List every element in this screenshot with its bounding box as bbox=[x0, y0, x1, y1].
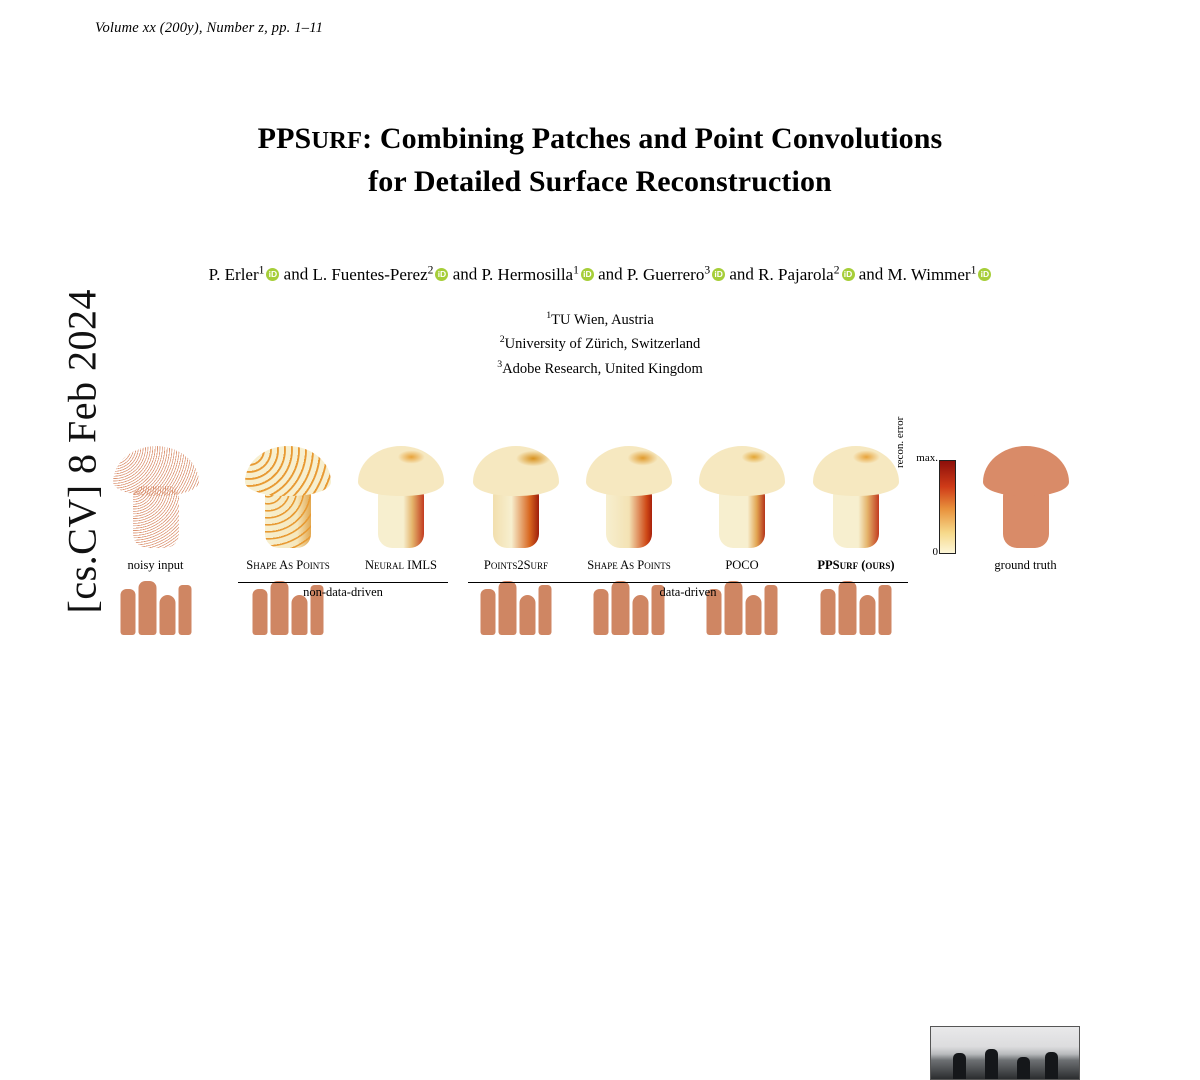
affiliation-item bbox=[0, 330, 1200, 354]
render-ground-truth bbox=[968, 440, 1083, 558]
orcid-icon[interactable] bbox=[978, 268, 991, 281]
author-entry bbox=[627, 265, 725, 284]
render-neural-imls bbox=[345, 440, 457, 558]
mushroom-shape bbox=[473, 446, 559, 548]
colorbar-min-label: 0 bbox=[932, 546, 938, 558]
figure-column-neural-imls bbox=[345, 440, 457, 573]
orcid-icon[interactable] bbox=[842, 268, 855, 281]
photo-object bbox=[953, 1053, 966, 1079]
author-affiliation-marker: 2 bbox=[427, 263, 434, 276]
vase-shape bbox=[120, 589, 135, 635]
orcid-icon[interactable] bbox=[266, 268, 279, 281]
title-line-1-rest: : Combining Patches and Point Convolutions bbox=[362, 122, 943, 155]
author-conjunction: and bbox=[598, 264, 623, 284]
title-line-2: for Detailed Surface Reconstruction bbox=[368, 165, 832, 198]
author-entry bbox=[312, 265, 448, 284]
vase-shape bbox=[860, 595, 876, 635]
photo-object bbox=[985, 1049, 998, 1079]
vase-shape bbox=[159, 595, 175, 635]
group-rule-data-driven bbox=[468, 582, 908, 583]
vase-shape bbox=[178, 585, 191, 635]
journal-volume-line: Volume xx (200y), Number z, pp. 1–11 bbox=[95, 20, 324, 36]
figure-caption: Neural IMLS bbox=[364, 558, 437, 572]
mushroom-cap bbox=[586, 446, 672, 496]
orcid-icon[interactable] bbox=[581, 268, 594, 281]
title-ppsurf-pp: PPS bbox=[257, 122, 312, 155]
mushroom-shape bbox=[245, 446, 331, 548]
author-name: R. Pajarola bbox=[758, 264, 834, 284]
author-name: P. Guerrero bbox=[626, 264, 705, 284]
author-name: P. Erler bbox=[208, 264, 259, 284]
figure-column-poco bbox=[686, 440, 798, 635]
photo-object bbox=[1017, 1057, 1030, 1079]
error-colorbar bbox=[894, 416, 962, 564]
photo-object bbox=[1045, 1052, 1058, 1079]
group-label-data-driven: data-driven bbox=[659, 585, 717, 599]
vase-shape bbox=[138, 581, 156, 635]
author-name: L. Fuentes-Perez bbox=[312, 264, 428, 284]
teaser-figure bbox=[0, 416, 1200, 648]
figure-caption: Shape As Points bbox=[587, 558, 671, 572]
mushroom-shape bbox=[586, 446, 672, 548]
render-points2surf bbox=[460, 440, 572, 558]
vase-group bbox=[481, 575, 552, 635]
mushroom-shape bbox=[983, 446, 1069, 548]
mushroom-shape bbox=[358, 446, 444, 548]
affiliation-marker: 2 bbox=[499, 334, 505, 346]
figure-column-noisy-input bbox=[98, 440, 213, 635]
colorbar-axis-label: recon. error bbox=[894, 416, 906, 468]
mushroom-cap bbox=[983, 446, 1069, 496]
figure-column-points2surf bbox=[460, 440, 572, 635]
mushroom-cap bbox=[358, 446, 444, 496]
colorbar-max-label: max. bbox=[916, 452, 938, 464]
render-shape-as-points-dd bbox=[573, 440, 685, 558]
affiliation-text: University of Zürich, Switzerland bbox=[504, 336, 701, 353]
vase-shape bbox=[292, 595, 308, 635]
arxiv-stamp: [cs.CV] 8 Feb 2024 bbox=[59, 288, 105, 614]
author-entry bbox=[888, 265, 992, 284]
author-entry bbox=[209, 265, 280, 284]
figure-caption: Points2Surf bbox=[483, 558, 549, 572]
author-conjunction: and bbox=[283, 264, 309, 284]
group-label-non-data-driven: non-data-driven bbox=[303, 585, 383, 599]
mushroom-shape bbox=[113, 446, 199, 548]
mushroom-shape bbox=[813, 446, 899, 548]
affiliation-marker: 1 bbox=[546, 310, 552, 321]
render-shape-as-points-ndd bbox=[232, 440, 344, 558]
vase-shape bbox=[746, 595, 762, 635]
author-affiliation-marker: 1 bbox=[970, 263, 977, 276]
mushroom-cap bbox=[245, 446, 331, 496]
title-ppsurf-urf: URF bbox=[311, 127, 363, 154]
mushroom-shape bbox=[699, 446, 785, 548]
group-rule-non-data-driven bbox=[238, 582, 448, 583]
vase-group bbox=[594, 575, 665, 635]
author-affiliation-marker: 1 bbox=[258, 263, 265, 276]
vase-shape bbox=[520, 595, 536, 635]
colorbar-gradient bbox=[939, 460, 956, 554]
figure-column-shape-as-points-dd bbox=[573, 440, 685, 635]
affiliation-marker: 3 bbox=[497, 358, 503, 370]
vase-group bbox=[120, 575, 191, 635]
vase-shape bbox=[633, 595, 649, 635]
figure-caption: ground truth bbox=[994, 558, 1057, 572]
affiliation-text: Adobe Research, United Kingdom bbox=[502, 360, 703, 377]
mushroom-cap bbox=[473, 446, 559, 496]
figure-column-ppsurf-ours bbox=[797, 440, 915, 635]
photo-thumbnail bbox=[930, 1026, 1080, 1080]
author-entry bbox=[758, 265, 854, 284]
vase-group bbox=[253, 575, 324, 635]
affiliation-item bbox=[0, 306, 1200, 330]
author-name: M. Wimmer bbox=[887, 264, 971, 284]
author-conjunction: and bbox=[858, 264, 884, 284]
mushroom-cap bbox=[113, 446, 199, 496]
mushroom-cap bbox=[813, 446, 899, 496]
affiliation-item bbox=[0, 355, 1200, 379]
figure-column-ground-truth bbox=[968, 440, 1083, 573]
author-list bbox=[0, 263, 1200, 285]
render-poco bbox=[686, 440, 798, 558]
author-affiliation-marker: 3 bbox=[704, 263, 711, 276]
author-affiliation-marker: 2 bbox=[833, 263, 840, 276]
affiliation-list bbox=[0, 306, 1200, 379]
mushroom-cap bbox=[699, 446, 785, 496]
author-entry bbox=[481, 265, 593, 284]
render-noisy-input bbox=[98, 440, 213, 558]
orcid-icon[interactable] bbox=[712, 268, 725, 281]
title-line-1 bbox=[0, 118, 1200, 161]
affiliation-text: TU Wien, Austria bbox=[551, 311, 654, 328]
figure-caption: noisy input bbox=[127, 558, 184, 572]
author-name: P. Hermosilla bbox=[481, 264, 574, 284]
figure-caption: Shape As Points bbox=[246, 558, 330, 572]
figure-caption: POCO bbox=[725, 558, 759, 572]
author-conjunction: and bbox=[729, 264, 754, 284]
vase-group bbox=[707, 575, 778, 635]
vase-group bbox=[821, 575, 892, 635]
author-conjunction: and bbox=[452, 264, 478, 284]
figure-caption: PPSurf (ours) bbox=[817, 558, 895, 572]
page-title bbox=[0, 118, 1200, 202]
figure-column-shape-as-points-ndd bbox=[232, 440, 344, 635]
render-noisy-input-vases bbox=[98, 573, 213, 635]
orcid-icon[interactable] bbox=[435, 268, 448, 281]
author-affiliation-marker: 1 bbox=[573, 263, 579, 276]
